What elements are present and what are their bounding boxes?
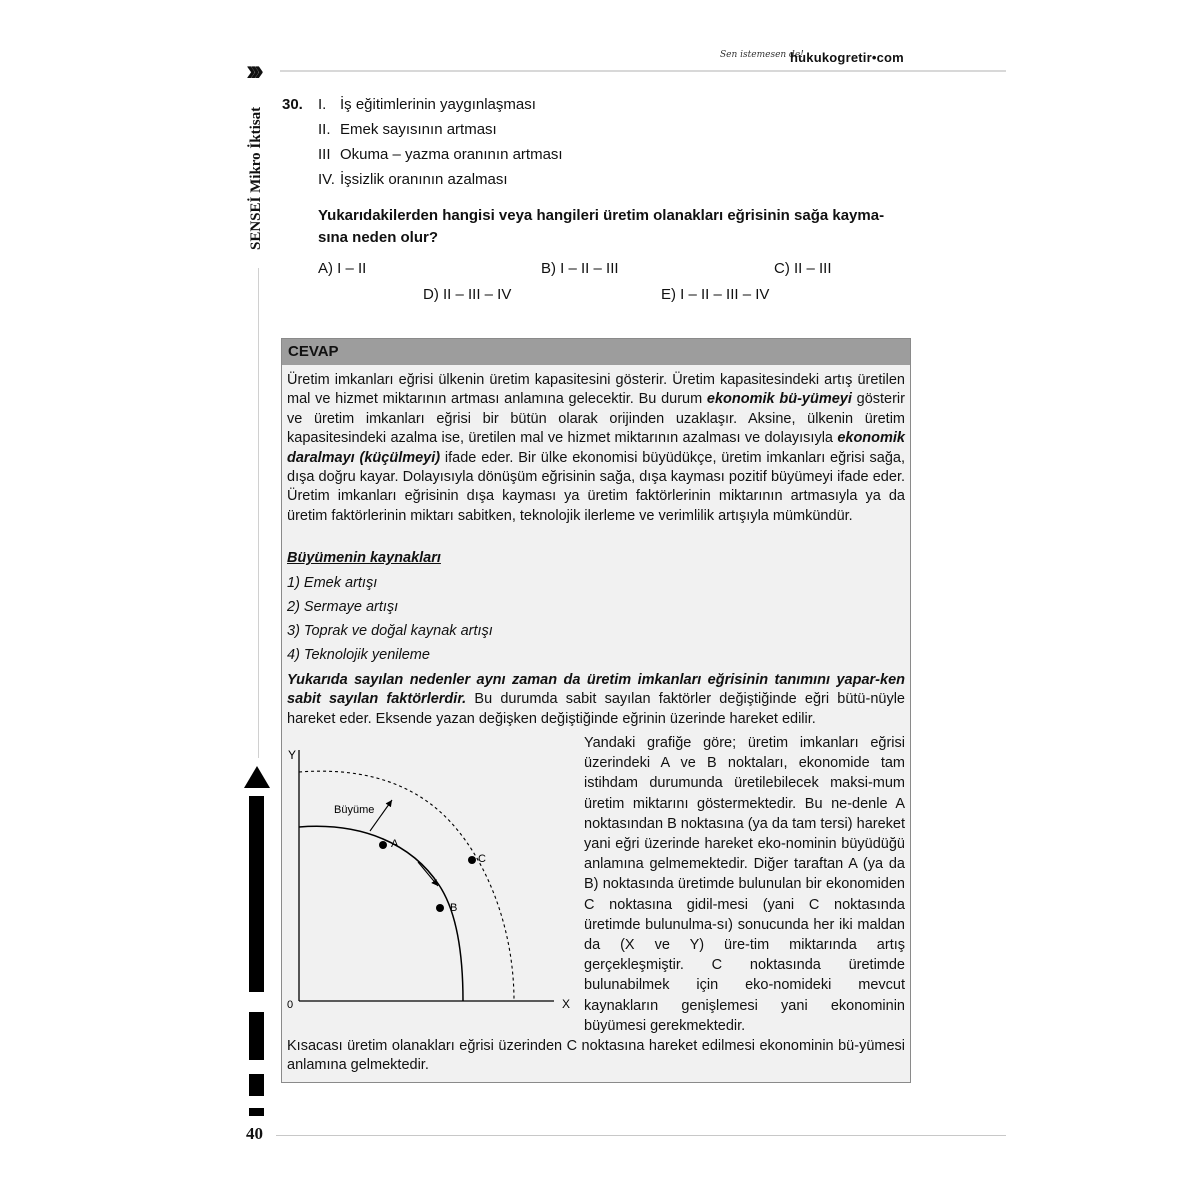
movement-arrow: [418, 862, 438, 886]
question-number: 30.: [282, 96, 303, 113]
question-item: I. İş eğitimlerinin yaygınlaşması: [318, 96, 536, 113]
ppf-curve: [299, 826, 463, 1001]
page-number: 40: [246, 1124, 263, 1143]
ppf-graph: [282, 740, 582, 1020]
source-item: 3) Toprak ve doğal kaynak artışı: [287, 623, 493, 639]
question-item: III Okuma – yazma oranının artması: [318, 146, 563, 163]
header-rule: [280, 70, 1006, 72]
side-bar: [249, 1074, 264, 1096]
answer-paragraph-1: Üretim imkanları eğrisi ülkenin üretim kapasitesini gösterir. Üretim kapasitesindeki artış üretilen mal ve hizmet miktarının artması anlamına gelecektir. Bu durum ekonomik bü-yümeyi gösterir ve üretim imkanları eğrisi bir bütün olarak orijinden uzaklaşır. Aksine, ülkenin üretim kapasitesindeki azalma ise, üretilen mal ve hizmet miktarının azalması ve dolayısıyla ekonomik daralmayı (küçülmeyi) ifade eder. Bir ülke ekonomisi büyüdükçe, üretim imkanları eğrisi sağa, dışa doğru kayar. Dolayısıyla dönüşüm eğrisinin sağa, dışa kayması pozitif büyümeyi ifade eder. Üretim imkanları eğrisinin dışa kayması ya üretim faktörlerinin miktarının artmasıyla ya da üretim faktörlerinin miktarı sabitken, teknolojik ilerleme ve verimlilik artışıyla mümkündür.: [287, 372, 905, 524]
side-rule: [258, 268, 259, 758]
x-axis-label: X: [562, 997, 571, 1011]
question-item: IV. İşsizlik oranının azalması: [318, 171, 508, 188]
answer-closing: Kısacası üretim olanakları eğrisi üzerinden C noktasına hareket edilmesi ekonominin bü-yümesi anlamına gelmektedir.: [287, 1038, 905, 1074]
graph-explanation: Yandaki grafiğe göre; üretim imkanları eğrisi üzerindeki A ve B noktaları, ekonomide tam istihdam durumunda üretilebilecek maksi-mum üretim miktarını göstermektedir. Bu ne-denle A noktasından B noktasına (ya da tam tersi) hareket yani eğri üzerinde hareket eko-nominin büyüdüğü anlamına gelmemektedir. Diğer taraftan A (ya da B) noktasında üretimde bulunulan bir ekonomiden C noktasına gidil-mesi (yani C noktasında üretimde bulunulma-sı) sonucunda her iki maldan da (X ve Y) üre-tim miktarında artış gerçekleşmiştir. C noktasında üretimde bulunabilmek için eko-nomideki mevcut kaynakların genişlemesi yani ekonominin büyümesi gerekmektedir.: [584, 735, 905, 1034]
option-e[interactable]: E) I – II – III – IV: [661, 286, 770, 303]
source-item: 1) Emek artışı: [287, 575, 378, 591]
point-b-label: B: [450, 902, 458, 914]
point-c: [468, 856, 476, 864]
side-bar: [249, 796, 264, 992]
source-item: 4) Teknolojik yenileme: [287, 647, 430, 663]
site-logo: hukukogretir•com: [790, 50, 904, 65]
origin-label: 0: [287, 999, 294, 1011]
slogan: Sen istemesen de!: [720, 50, 804, 60]
point-a: [379, 841, 387, 849]
answer-paragraph-2: Yukarıda sayılan nedenler aynı zaman da üretim imkanları eğrisinin tanımını yapar-ken sabit sayılan faktörlerdir. Bu durumda sabit sayılan faktörler değiştiğinde eğri bütü-nüyle hareket eder. Eksende yazan değişken değiştiğinde eğrinin üzerinde hareket edilir.: [287, 672, 905, 727]
answer-box-header: [282, 339, 910, 365]
side-book-title: SENSEİ Mikro İktisat: [248, 106, 264, 250]
question-item: II. Emek sayısının artması: [318, 121, 497, 138]
shifted-ppf-curve: [299, 771, 514, 1001]
option-b[interactable]: B) I – II – III: [541, 260, 619, 277]
option-a[interactable]: A) I – II: [318, 260, 367, 277]
point-a-label: A: [391, 838, 399, 850]
side-bar: [249, 1108, 264, 1116]
growth-label: Büyüme: [334, 804, 375, 816]
side-bar: [249, 1012, 264, 1060]
y-axis-label: Y: [288, 748, 297, 762]
footer-rule: [276, 1135, 1006, 1136]
option-d[interactable]: D) II – III – IV: [423, 286, 512, 303]
option-c[interactable]: C) II – III: [774, 260, 832, 277]
sources-heading: Büyümenin kaynakları: [287, 550, 441, 566]
arrow-up-icon: [244, 766, 270, 788]
source-item: 2) Sermaye artışı: [287, 599, 399, 615]
point-b: [436, 904, 444, 912]
point-c-label: C: [478, 853, 486, 865]
question-stem: Yukarıdakilerden hangisi veya hangileri üretim olanakları eğrisinin sağa kayma- sına neden olur?: [318, 207, 885, 246]
answer-title: CEVAP: [288, 343, 339, 360]
chevron-right-icon: ›››: [246, 54, 258, 87]
